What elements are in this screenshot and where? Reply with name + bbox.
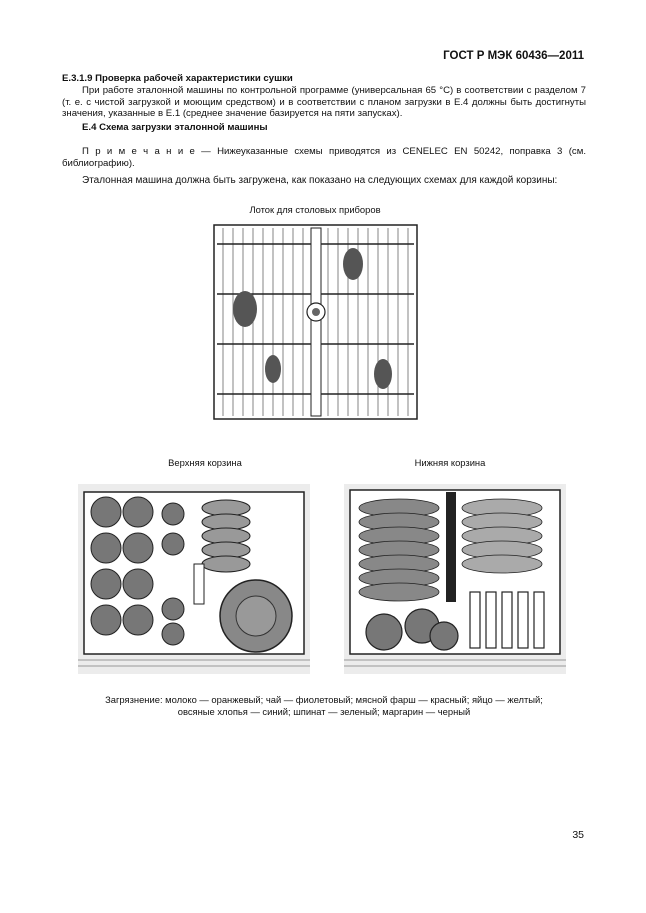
section-e4-note <box>62 146 586 169</box>
upper-basket-figure <box>78 484 310 674</box>
section-e319-body: При работе эталонной машины по контрольной программе (универсальная 65 °C) в соответствии с разделом 7 (т. е. с чистой загрузкой и моющим средством) и в соответствии с планом загрузки в E.4 должны быть достигнуты значения, указанные в E.1 (среднее значение базируется на пяти запусках). <box>62 85 586 120</box>
soiling-legend-line1: Загрязнение: молоко — оранжевый; чай — фиолетовый; мясной фарш — красный; яйцо — желтый; <box>105 694 543 705</box>
section-e319-heading: E.3.1.9 Проверка рабочей характеристики сушки <box>62 73 293 84</box>
document-header: ГОСТ Р МЭК 60436—2011 <box>443 50 584 62</box>
section-e4-heading: E.4 Схема загрузки эталонной машины <box>82 122 268 133</box>
note-label: П р и м е ч а н и е <box>82 146 195 157</box>
upper-basket-caption: Верхняя корзина <box>168 457 242 468</box>
lower-basket-figure <box>344 484 566 674</box>
upper-basket-drawing <box>78 484 310 674</box>
section-e4-intro: Эталонная машина должна быть загружена, как показано на следующих схемах для каждой корзины: <box>82 175 558 186</box>
lower-basket-caption: Нижняя корзина <box>414 457 486 468</box>
soiling-legend-line2: овсяные хлопья — синий; шпинат — зеленый; маргарин — черный <box>177 706 471 717</box>
soiling-legend <box>62 694 586 718</box>
note-text: — Нижеуказанные схемы приводятся из CENELEC EN 50242, поправка 3 (см. библиографию). <box>62 146 586 169</box>
lower-basket-drawing <box>344 484 566 674</box>
cutlery-tray-figure <box>213 224 418 420</box>
cutlery-tray-caption: Лоток для столовых приборов <box>249 204 381 215</box>
cutlery-tray-drawing <box>213 224 418 420</box>
page-number: 35 <box>572 829 584 841</box>
